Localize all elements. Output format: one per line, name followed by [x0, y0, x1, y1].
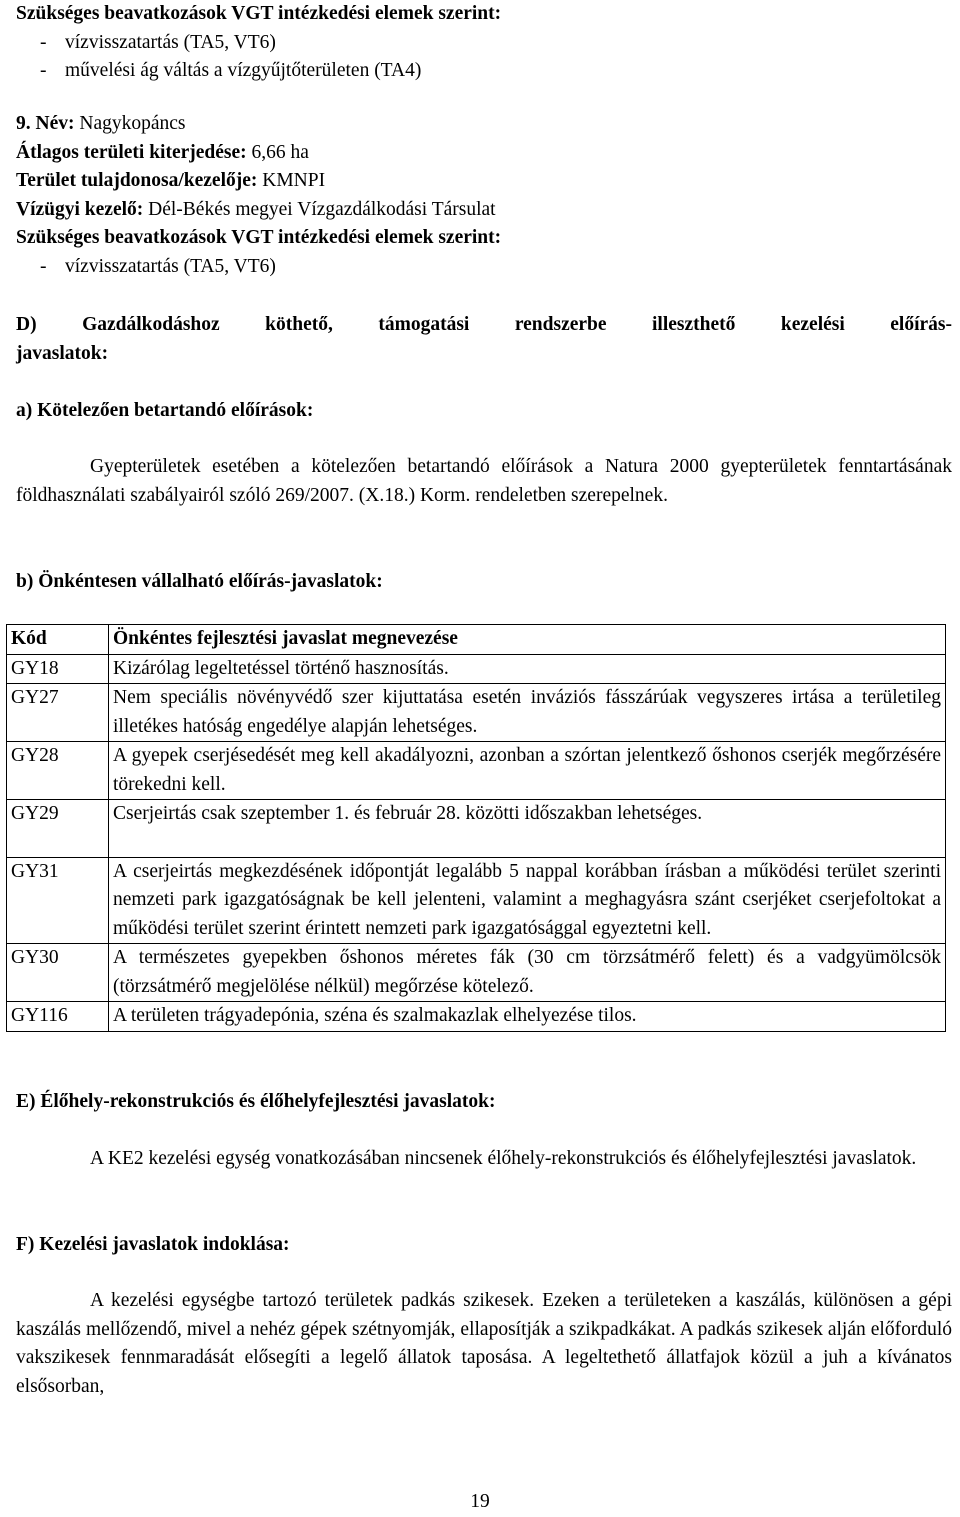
table-header-code: Kód: [7, 625, 109, 655]
table-row: [7, 654, 946, 684]
section-e-text: A KE2 kezelési egység vonatkozásában nincsenek élőhely-rekonstrukciós és élőhelyfejlesztési javaslatok.: [90, 1148, 917, 1169]
table-cell-code: GY31: [7, 857, 109, 944]
section-b-title: b) Önkéntesen vállalható előírás-javaslatok:: [16, 571, 383, 592]
area-owner: Terület tulajdonosa/kezelője: KMNPI: [16, 170, 326, 191]
table-cell-code: GY30: [7, 944, 109, 1002]
table-cell-desc: A területen trágyadepónia, széna és szalmakazlak elhelyezése tilos.: [109, 1002, 946, 1032]
table-cell-desc: Nem speciális növényvédő szer kijuttatása esetén inváziós fásszárúak vegyszeres irtása a területileg illetékes hatóság engedélye alapján lehetséges.: [109, 684, 946, 742]
table-row: [7, 944, 946, 1002]
section-d: [16, 311, 952, 368]
page-number: 19: [470, 1491, 490, 1512]
table-cell-code: GY27: [7, 684, 109, 742]
table-cell-code: GY116: [7, 1002, 109, 1032]
area-water-manager: Vízügyi kezelő: Dél-Békés megyei Vízgazdálkodási Társulat: [16, 198, 496, 220]
table-cell-desc: A cserjeirtás megkezdésének időpontját legalább 5 nappal korábban írásban a működési terület szerinti nemzeti park igazgatóságnak be kell jelenteni, valamint a meghagyásra szánt cserjéket cserjefoltokat a működési terület szerint érintett nemzeti park igazgatósággal egyeztetni kell.: [109, 857, 946, 944]
table-cell-code: GY18: [7, 654, 109, 684]
table-row: [7, 800, 946, 858]
section-f-title: F) Kezelési javaslatok indoklása:: [16, 1234, 290, 1255]
table-cell-desc: Kizárólag legeltetéssel történő hasznosítás.: [109, 654, 946, 684]
section-f-text: A kezelési egységbe tartozó területek padkás szikesek. Ezeken a területeken a kaszálás, különösen a gépi kaszálás mellőzendő, mivel a nehéz gépek szétnyomják, ellaposítják a szikpadkákat. A padkás szikesek alján előforduló vakszikesek fennmaradását elősegíti a legelő állatok taposása. A legeltethető állatfajok közül a juh a kívánatos elsősorban,: [16, 1290, 952, 1397]
table-header-desc: Önkéntes fejlesztési javaslat megnevezése: [109, 625, 946, 655]
table-header-row: [7, 625, 946, 655]
section-d-title-cont: javaslatok:: [16, 342, 109, 364]
top-block: [16, 0, 952, 86]
table-cell-code: GY29: [7, 800, 109, 858]
intervention-item: - vízvisszatartás (TA5, VT6): [40, 31, 276, 53]
area-size: Átlagos területi kiterjedése: 6,66 ha: [16, 141, 309, 163]
interventions-heading: Szükséges beavatkozások VGT intézkedési elemek szerint:: [16, 3, 502, 24]
table-row: [7, 742, 946, 800]
table-cell-desc: Cserjeirtás csak szeptember 1. és február 28. közötti időszakban lehetséges.: [109, 800, 946, 858]
section-d-title: D) Gazdálkodáshoz köthető, támogatási rendszerbe illeszthető kezelési előírás-: [16, 314, 952, 335]
proposals-table: [6, 624, 946, 1032]
table-cell-code: GY28: [7, 742, 109, 800]
intervention-item: - vízvisszatartás (TA5, VT6): [40, 255, 276, 277]
table-row: [7, 684, 946, 742]
intervention-item: - művelési ág váltás a vízgyűjtőterületen (TA4): [40, 60, 422, 81]
table-cell-desc: A természetes gyepekben őshonos méretes fák (30 cm törzsátmérő felett) és a vadgyümölcsök (törzsátmérő megjelölése nélkül) megőrzése kötelező.: [109, 944, 946, 1002]
table-cell-desc: A gyepek cserjésedését meg kell akadályozni, azonban a szórtan jelentkező őshonos cserjék megőrzésére törekedni kell.: [109, 742, 946, 800]
area-9-block: [16, 110, 952, 281]
section-a-text: Gyepterületek esetében a kötelezően betartandó előírások a Natura 2000 gyepterületek fenntartásának földhasználati szabályairól szóló 269/2007. (X.18.) Korm. rendeletben szerepelnek.: [16, 456, 952, 506]
area-name: 9. Név: Nagykopáncs: [16, 113, 186, 134]
table-row: [7, 857, 946, 944]
table-row: [7, 1002, 946, 1032]
section-a-title: a) Kötelezően betartandó előírások:: [16, 400, 314, 421]
section-e-title: E) Élőhely-rekonstrukciós és élőhelyfejlesztési javaslatok:: [16, 1091, 496, 1112]
area-interventions-heading: Szükséges beavatkozások VGT intézkedési elemek szerint:: [16, 227, 502, 248]
